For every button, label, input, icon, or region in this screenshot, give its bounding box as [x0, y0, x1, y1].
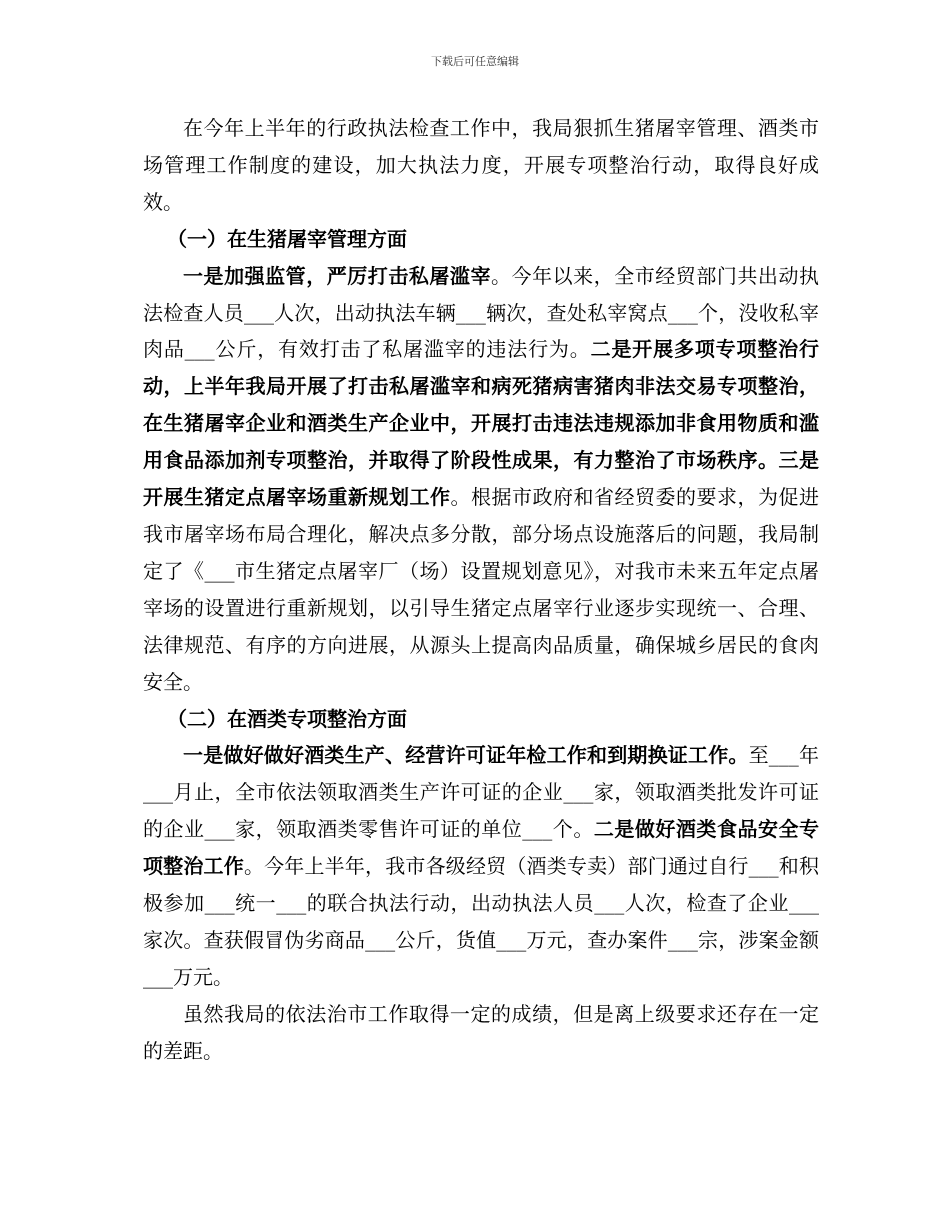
paragraph-liquor-rectification	[143, 737, 819, 995]
document-body	[143, 110, 819, 1070]
point-three-text: 。根据市政府和省经贸委的要求，为促进我市屠宰场布局合理化，解决点多分散，部分场点设施落后的问题，我局制定了《___市生猪定点屠宰厂（场）设置规划意见》，对我市未来五年定点屠宰场的设置进行重新规划，以引导生猪定点屠宰行业逐步实现统一、合理、法律规范、有序的方向进展，从源头上提高肉品质量，确保城乡居民的食肉安全。	[143, 485, 819, 694]
point-one-heading: 一是加强监管，严厉打击私屠滥宰	[183, 263, 491, 288]
liquor-point-two-text: 。今年上半年，我市各级经贸（酒类专卖）部门通过自行___和积极参加___统一___的联合执法行动，出动执法人员___人次，检查了企业___家次。查获假冒伪劣商品___公斤，货值___万元，查办案件___宗，涉案金额___万元。	[143, 854, 819, 989]
page-header: 下载后可任意编辑	[431, 55, 519, 68]
paragraph-slaughter-management	[143, 258, 819, 701]
liquor-point-one-heading: 一是做好做好酒类生产、经营许可证年检工作和到期换证工作。	[183, 743, 749, 768]
section-heading-1: （一）在生猪屠宰管理方面	[167, 226, 407, 251]
points-two-three-heading: 二是开展多项专项整治行动，上半年我局开展了打击私屠滥宰和病死猪病害猪肉非法交易专项整治，在生猪屠宰企业和酒类生产企业中，开展打击违法违规添加非食用物质和滥用食品添加剂专项整治，并取得了阶段性成果，有力整治了市场秩序。三是开展生猪定点屠宰场重新规划工作	[143, 337, 820, 510]
liquor-point-one-text: 至___年___月止，全市依法领取酒类生产许可证的企业___家，领取酒类批发许可证的企业___家，领取酒类零售许可证的单位___个。	[143, 743, 820, 842]
closing-paragraph: 虽然我局的依法治市工作取得一定的成绩，但是离上级要求还存在一定的差距。	[143, 1001, 819, 1063]
point-one-text: 。今年以来，全市经贸部门共出动执法检查人员___人次，出动执法车辆___辆次，查处私宰窝点___个，没收私宰肉品___公斤，有效打击了私屠滥宰的违法行为。	[143, 263, 819, 362]
intro-paragraph: 在今年上半年的行政执法检查工作中，我局狠抓生猪屠宰管理、酒类市场管理工作制度的建设，加大执法力度，开展专项整治行动，取得良好成效。	[143, 116, 819, 214]
section-heading-2: （二）在酒类专项整治方面	[167, 706, 407, 731]
liquor-point-two-heading: 二是做好酒类食品安全专项整治工作	[143, 817, 820, 879]
